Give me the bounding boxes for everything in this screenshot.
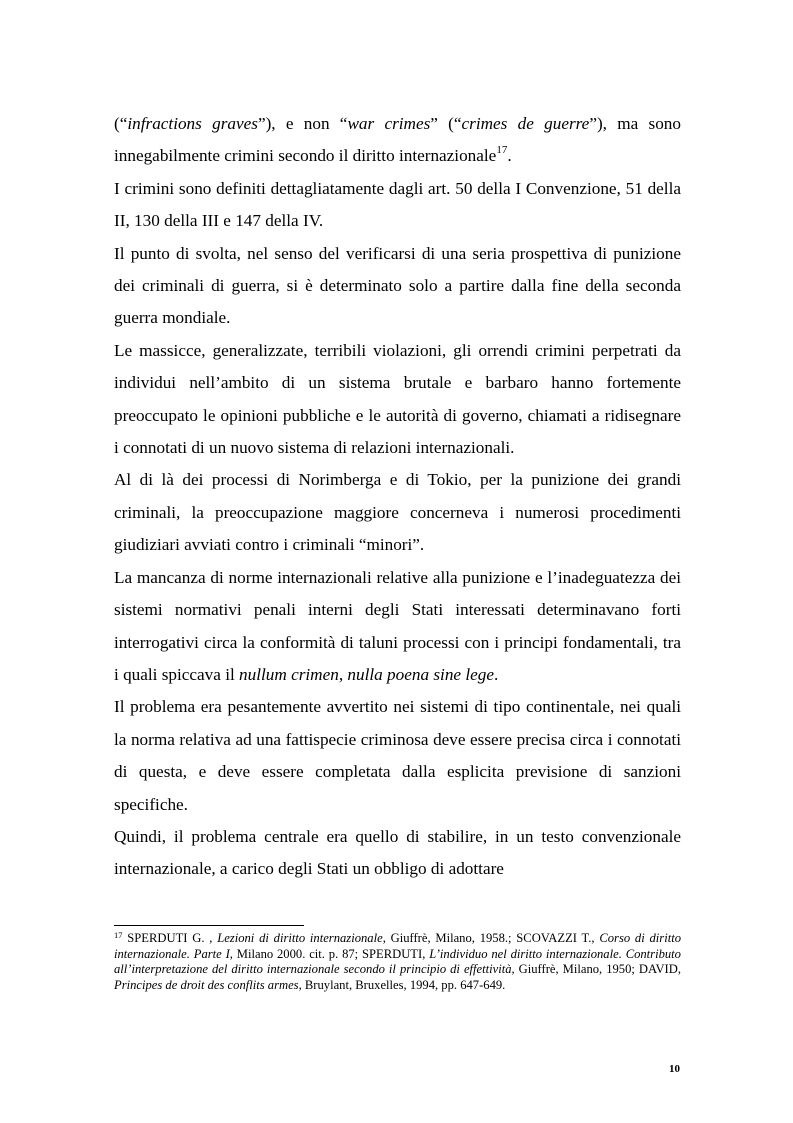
footnote-reference: 17	[496, 144, 508, 157]
italic-text: war crimes	[347, 114, 431, 133]
italic-text: Corso di diritto internazionale. Parte I	[114, 931, 681, 961]
text-run: Quindi, il problema centrale era quello di stabilire, in un testo convenzionale internazionale, a carico degli Stati un obbligo di adottare	[114, 826, 681, 879]
text-run: I crimini sono definiti dettagliatamente dagli art. 50 della I Convenzione, 51 della II, 130 della III e 147 della IV.	[114, 178, 681, 231]
footnote	[114, 931, 681, 993]
text-run: La mancanza di norme internazionali relative alla punizione e l’inadeguatezza dei sistemi normativi penali interni degli Stati interessati determinavano forti interrogativi circa la conformità di taluni processi con i principi fondamentali, tra i quali spiccava il	[114, 567, 681, 684]
text-run: Bruylant, Bruxelles, 1994, pp. 647-649.	[301, 977, 506, 992]
paragraph	[114, 335, 681, 465]
text-run: Le massicce, generalizzate, terribili violazioni, gli orrendi crimini perpetrati da individui nell’ambito di un sistema brutale e barbaro hanno fortemente preoccupato le opinioni pubbliche e le autorità di governo, chiamati a ridisegnare i connotati di un nuovo sistema di relazioni internazionali.	[114, 340, 681, 458]
italic-text: Lezioni di diritto internazionale	[217, 931, 383, 945]
paragraph	[114, 464, 681, 561]
paragraph	[114, 238, 681, 335]
italic-text: infractions graves	[127, 114, 258, 133]
text-run: SPERDUTI G. ,	[122, 931, 218, 945]
footnote-reference: 17	[114, 930, 123, 940]
paragraph	[114, 562, 681, 692]
paragraph	[114, 691, 681, 821]
text-run: ” (“	[430, 114, 462, 133]
text-run: .	[493, 664, 499, 684]
text-run: (“	[114, 114, 128, 133]
paragraph	[114, 108, 681, 173]
footnote-divider	[114, 925, 304, 926]
paragraph	[114, 173, 681, 238]
italic-text: L’individuo nel diritto internazionale. Contributo all’interpretazione del diritto internazionale secondo il principio di effettività,	[114, 946, 681, 977]
text-run: ”), ma sono innegabilmente crimini secondo il diritto internazionale	[114, 114, 681, 166]
body-text	[114, 108, 681, 886]
text-run: Il punto di svolta, nel senso del verificarsi di una seria prospettiva di punizione dei criminali di guerra, si è determinato solo a partire dalla fine della seconda guerra mondiale.	[114, 243, 681, 328]
italic-text: nullum crimen	[239, 664, 339, 684]
page-number: 10	[669, 1063, 680, 1075]
text-run: Al di là dei processi di Norimberga e di Tokio, per la punizione dei grandi criminali, la preoccupazione maggiore concerneva i numerosi procedimenti giudiziari avviati contro i criminali “minori”.	[114, 470, 681, 555]
text-run: , Milano 2000. cit. p. 87; SPERDUTI,	[229, 946, 430, 961]
italic-text: Principes de droit des conflits armes,	[114, 977, 302, 992]
text-run: .	[507, 146, 512, 166]
text-run: ,	[338, 664, 348, 684]
italic-text: crimes de guerre	[461, 114, 590, 133]
text-run: , Giuffrè, Milano, 1958.; SCOVAZZI T.,	[382, 931, 600, 945]
italic-text: nulla poena sine lege	[347, 664, 494, 684]
text-run: Il problema era pesantemente avvertito nei sistemi di tipo continentale, nei quali la norma relativa ad una fattispecie criminosa deve essere precisa circa i connotati di questa, e deve essere completata dalla esplicita previsione di sanzioni specifiche.	[114, 697, 681, 814]
paragraph	[114, 821, 681, 886]
text-run: Giuffrè, Milano, 1950; DAVID,	[514, 962, 681, 977]
text-run: ”), e non “	[257, 114, 348, 133]
